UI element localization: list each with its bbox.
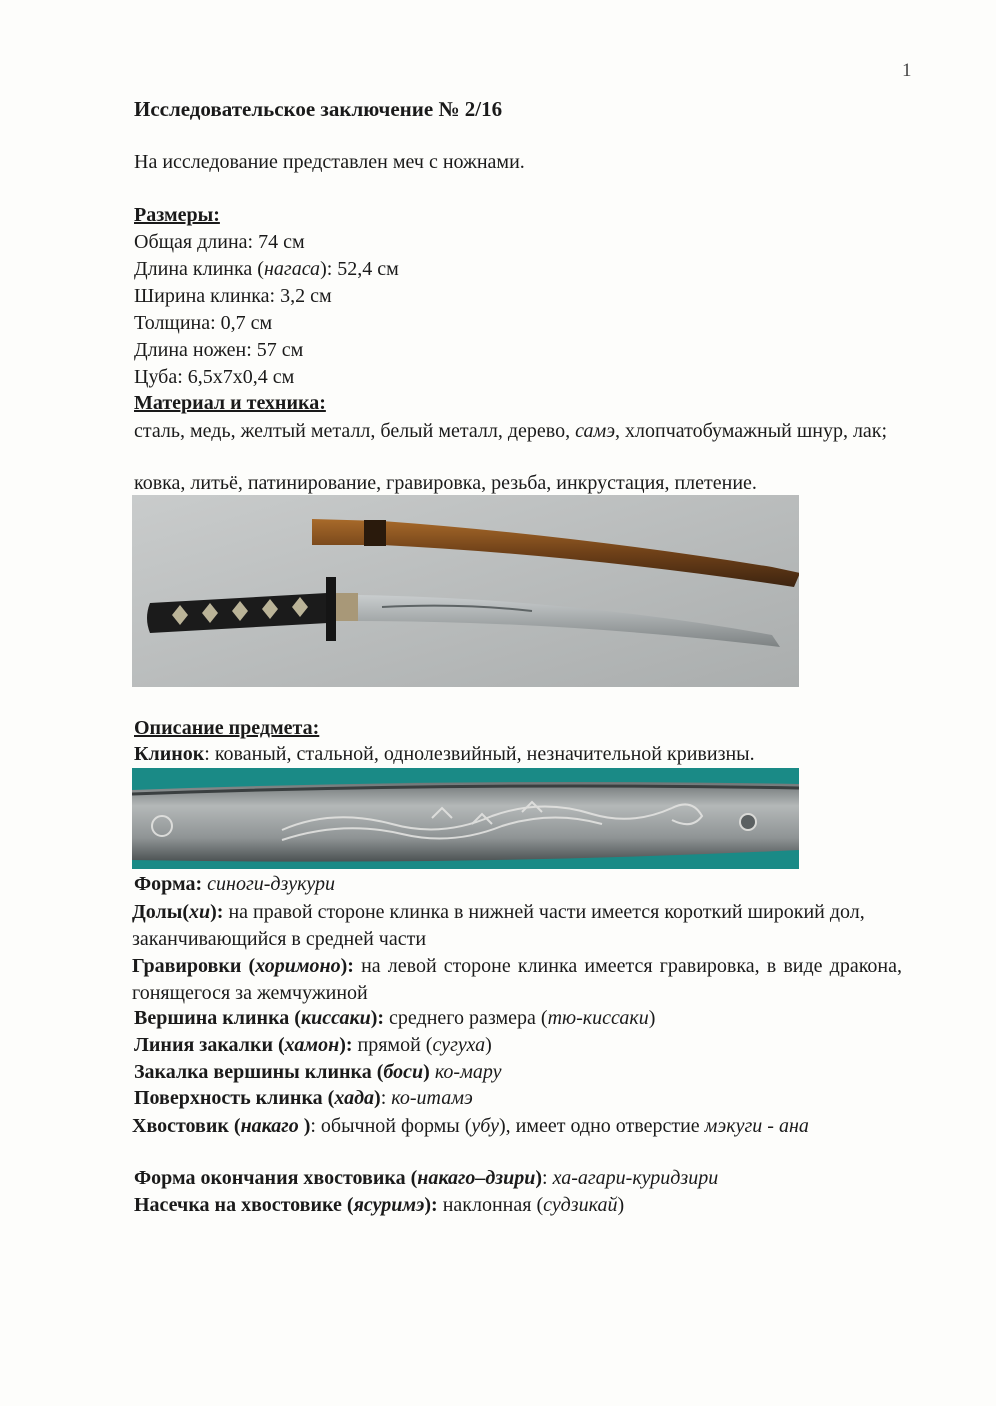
page-number: 1 [902,60,912,81]
mekugi-ana [740,814,756,830]
nakago-jiri-line: Форма окончания хвостовика (накаго–дзири): ха-агари-куридзири [134,1167,719,1189]
yasurime-line: Насечка на хвостовике (ясуримэ): наклонная (судзикай) [134,1194,625,1216]
hamon-line: Линия закалки (хамон): прямой (сугуха) [134,1034,492,1056]
size-tsuba: Цуба: 6,5х7х0,4 см [134,366,295,388]
document-title: Исследовательское заключение № 2/16 [134,97,503,121]
engraving-photo [132,768,799,869]
description-heading: Описание предмета: [134,717,320,739]
hada-line: Поверхность клинка (хада): ко-итамэ [134,1087,473,1109]
nakago-line: Хвостовик (накаго ): обычной формы (убу), имеет одно отверстие мэкуги - ана [132,1115,809,1137]
size-total-length: Общая длина: 74 см [134,231,305,253]
doly-line: Долы(хи): на правой стороне клинка в нижней части имеется короткий широкий дол, заканчивающийся в средней части [132,901,865,950]
sizes-heading: Размеры: [134,204,220,226]
size-scabbard-length: Длина ножен: 57 см [134,339,304,361]
blade-summary: Клинок: кованый, стальной, однолезвийный, незначительной кривизны. [134,743,755,765]
habaki [336,593,358,621]
forma-line: Форма: синоги-дзукури [134,873,336,895]
intro-text: На исследование представлен меч с ножнами. [134,151,525,173]
material-list: сталь, медь, желтый металл, белый металл, дерево, самэ, хлопчатобумажный шнур, лак; [134,420,888,442]
technique-list: ковка, литьё, патинирование, гравировка, резьба, инкрустация, плетение. [134,472,757,494]
size-blade-length: Длина клинка (нагаса): 52,4 см [134,258,399,280]
size-thickness: Толщина: 0,7 см [134,312,273,334]
sword-photo [132,495,799,687]
horimono-line: Гравировки (хоримоно): на левой стороне клинка имеется гравировка, в виде дракона, гонящегося за жемчужиной [132,955,903,1004]
boshi-line: Закалка вершины клинка (боси) ко-мару [134,1061,502,1083]
material-heading: Материал и техника: [134,392,326,414]
koiguchi [364,520,386,546]
tsuba [326,577,336,641]
blade-closeup [132,782,799,862]
size-blade-width: Ширина клинка: 3,2 см [134,285,332,307]
kissaki-line: Вершина клинка (киссаки): среднего размера (тю-киссаки) [134,1007,656,1029]
